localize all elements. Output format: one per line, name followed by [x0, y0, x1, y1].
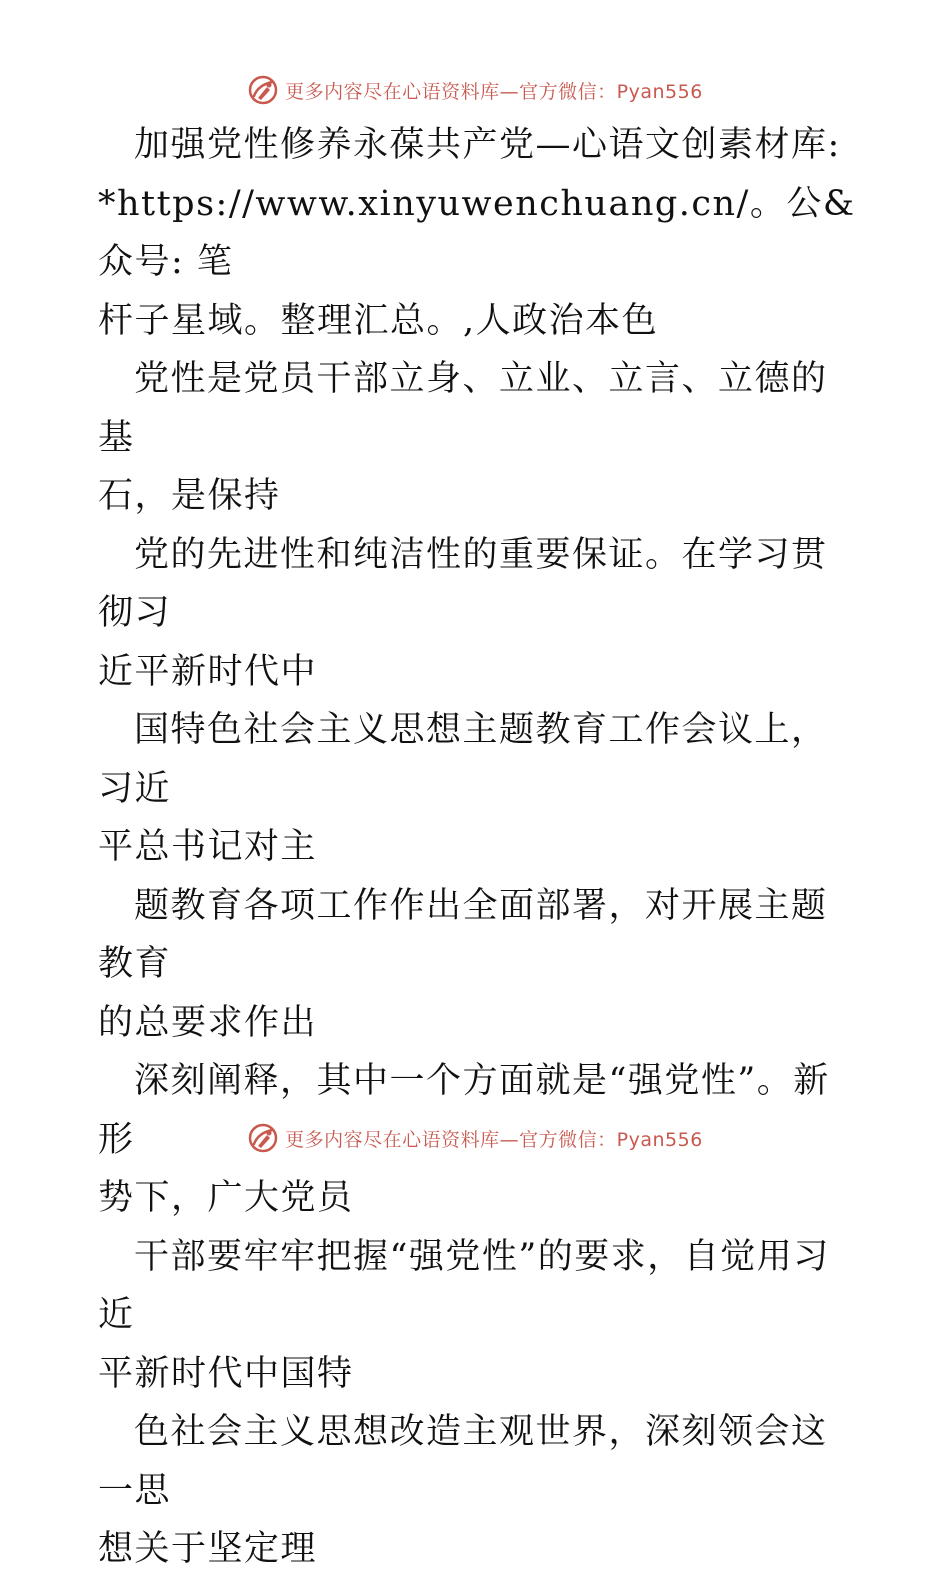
paragraph-7: [98, 1228, 858, 1404]
writing-hand-logo-icon: [247, 1122, 279, 1154]
paragraph-1: [98, 116, 858, 350]
header-watermark-text: 更多内容尽在心语资料库—官方微信：Pyan556: [285, 80, 703, 103]
paragraph-5-line-1: 题教育各项工作作出全面部署，对开展主题教育: [98, 885, 828, 984]
paragraph-1-line-2: *https://www.xinyuwenchuang.cn/。公&众号: 笔: [98, 183, 856, 282]
paragraph-6-line-2: 势下，广大党员: [98, 1178, 354, 1218]
paragraph-1-line-1: 加强党性修养永葆共产党—心语文创素材库:: [134, 125, 841, 165]
paragraph-1-line-3: 杆子星域。整理汇总。,人政治本色: [98, 300, 659, 341]
paragraph-5-line-2: 的总要求作出: [98, 1002, 318, 1043]
paragraph-2: [98, 350, 858, 526]
writing-hand-logo-icon: [247, 74, 279, 106]
paragraph-4-line-2: 平总书记对主: [98, 827, 318, 867]
paragraph-7-line-1: 干部要牢牢把握“强党性”的要求，自觉用习近: [98, 1236, 830, 1335]
header-watermark-banner: [0, 70, 950, 110]
paragraph-8: [98, 1403, 858, 1579]
paragraph-6-line-1: 深刻阐释，其中一个方面就是“强党性”。新形: [98, 1061, 830, 1160]
footer-watermark-banner: [0, 1118, 950, 1158]
paragraph-2-line-1: 党性是党员干部立身、立业、立言、立德的基: [98, 359, 828, 458]
paragraph-7-line-2: 平新时代中国特: [98, 1353, 354, 1394]
paragraph-4: [98, 701, 858, 877]
document-body: [98, 116, 858, 1579]
paragraph-2-line-2: 石，是保持: [98, 476, 281, 516]
paragraph-3-line-1: 党的先进性和纯洁性的重要保证。在学习贯彻习: [98, 534, 828, 633]
paragraph-5: [98, 877, 858, 1053]
paragraph-8-line-2: 想关于坚定理: [98, 1529, 318, 1569]
paragraph-3-line-2: 近平新时代中: [98, 651, 318, 692]
paragraph-3: [98, 526, 858, 702]
footer-watermark-text: 更多内容尽在心语资料库—官方微信：Pyan556: [285, 1128, 703, 1151]
paragraph-4-line-1: 国特色社会主义思想主题教育工作会议上，习近: [98, 710, 828, 809]
paragraph-8-line-1: 色社会主义思想改造主观世界，深刻领会这一思: [98, 1412, 828, 1511]
